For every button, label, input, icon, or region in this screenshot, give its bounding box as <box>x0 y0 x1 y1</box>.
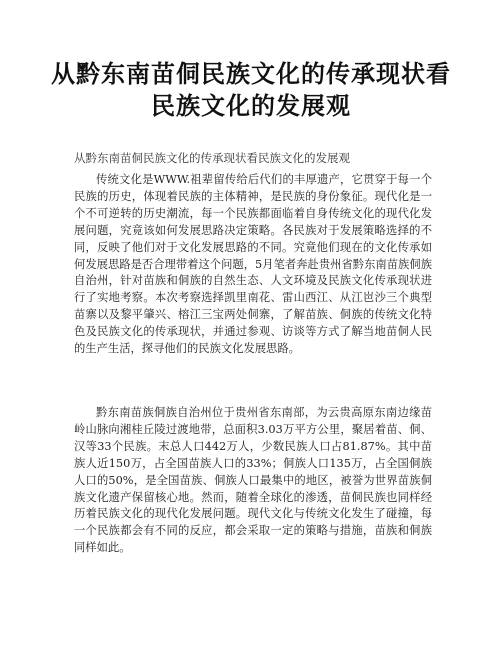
document-title: 从黔东南苗侗民族文化的传承现状看民族文化的发展观 <box>51 59 451 120</box>
paragraph-1: 传统文化是WWW.祖辈留传给后代们的丰厚遗产，它贯穿于每一个民族的历史，体现着民族的主体精神，是民族的身份象征。现代化是一个不可逆转的历史潮流，每一个民族都面临着自身传统文化的现代化发展问题，究竟该如何发展思路决定策略。各民族对于发展策略选择的不同，反映了他们对于文化发展思路的不同。究竟他们现在的文化传承如何发展思路是否合理带着这个问题，5月笔者奔赴贵州省黔东南苗族侗族自治州，针对苗族和侗族的自然生态、人文环境及民族文化传承现状进行了实地考察。本次考察选择凯里南花、雷山西江、从江岜沙三个典型苗寨以及黎平肇兴、榕江三宝两处侗寨，了解苗族、侗族的传统文化特色及民族文化的传承现状，并通过参观、访谈等方式了解当地苗侗人民的生产生活，探寻他们的民族文化发展思路。 <box>74 173 432 356</box>
document-subtitle: 从黔东南苗侗民族文化的传承现状看民族文化的发展观 <box>74 151 350 165</box>
paragraph-2: 黔东南苗族侗族自治州位于贵州省东南部，为云贵高原东南边缘苗岭山脉向湘桂丘陵过渡地带，总面积3.03万平方公里，聚居着苗、侗、汉等33个民族。末总人口442万人，少数民族人口占81.87%。其中苗族人近150万，占全国苗族人口的33%；侗族人口135万，占全国侗族人口的50%，是全国苗族、侗族人口最集中的地区，被誉为世界苗族侗族文化遗产保留核心地。然而，随着全球化的渗透，苗侗民族也同样经历着民族文化的现代化发展问题。现代文化与传统文化发生了碰撞，每一个民族都会有不同的反应，都会采取一定的策略与措施，苗族和侗族同样如此。 <box>74 406 432 555</box>
